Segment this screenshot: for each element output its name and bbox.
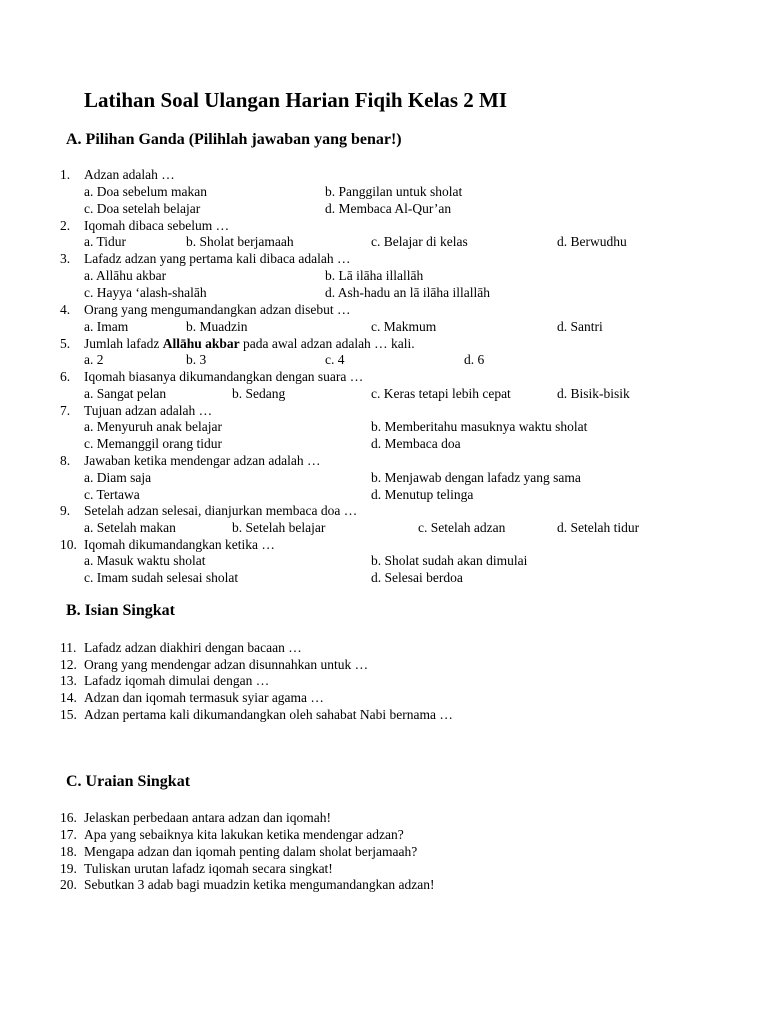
worksheet-title: Latihan Soal Ulangan Harian Fiqih Kelas 2 MI (84, 88, 507, 112)
option-d: d. Membaca Al-Qur’an (325, 201, 452, 216)
question-text: Setelah adzan selesai, dianjurkan membaca doa … (84, 503, 358, 518)
question-text: Adzan pertama kali dikumandangkan oleh sahabat Nabi bernama … (84, 707, 453, 722)
option-b: b. Setelah belajar (232, 520, 326, 535)
option-b: b. Menjawab dengan lafadz yang sama (371, 470, 581, 485)
option-a: a. Imam (84, 319, 129, 334)
question-text: Tuliskan urutan lafadz iqomah secara singkat! (84, 861, 333, 876)
option-b: b. 3 (186, 352, 207, 367)
question-number: 17. (60, 827, 77, 842)
question-number: 5. (60, 336, 71, 351)
question-text-bold: Allāhu akbar (162, 336, 240, 351)
question-text: Adzan adalah … (84, 167, 175, 182)
option-b: b. Sedang (232, 386, 286, 401)
option-a: a. Setelah makan (84, 520, 176, 535)
question-text: Iqomah biasanya dikumandangkan dengan suara … (84, 369, 364, 384)
question-text: Adzan dan iqomah termasuk syiar agama … (84, 690, 324, 705)
question-text: Orang yang mengumandangkan adzan disebut … (84, 302, 351, 317)
option-a: a. Menyuruh anak belajar (84, 419, 222, 434)
question-number: 6. (60, 369, 71, 384)
question-text: Lafadz adzan yang pertama kali dibaca adalah … (84, 251, 351, 266)
question-text: Tujuan adzan adalah … (84, 403, 213, 418)
option-a: a. 2 (84, 352, 104, 367)
option-c: c. Memanggil orang tidur (84, 436, 222, 451)
option-d: d. Membaca doa (371, 436, 461, 451)
question-number: 20. (60, 877, 77, 892)
question-text (84, 335, 415, 352)
question-number: 19. (60, 861, 77, 876)
question-number: 10. (60, 537, 77, 552)
option-a: a. Doa sebelum makan (84, 184, 207, 199)
option-c: c. Setelah adzan (418, 520, 506, 535)
question-number: 14. (60, 690, 77, 705)
question-number: 3. (60, 251, 71, 266)
question-number: 1. (60, 167, 71, 182)
question-number: 4. (60, 302, 71, 317)
option-c: c. Keras tetapi lebih cepat (371, 386, 511, 401)
option-c: c. Doa setelah belajar (84, 201, 201, 216)
question-number: 12. (60, 657, 77, 672)
option-b: b. Muadzin (186, 319, 248, 334)
question-text: Mengapa adzan dan iqomah penting dalam sholat berjamaah? (84, 844, 418, 859)
question-text: Apa yang sebaiknya kita lakukan ketika mendengar adzan? (84, 827, 404, 842)
question-text: Jawaban ketika mendengar adzan adalah … (84, 453, 321, 468)
option-c: c. Imam sudah selesai sholat (84, 570, 239, 585)
section-a-heading: A. Pilihan Ganda (Pilihlah jawaban yang benar!) (66, 131, 402, 148)
question-number: 16. (60, 810, 77, 825)
option-c: c. Makmum (371, 319, 437, 334)
option-d: d. 6 (464, 352, 485, 367)
question-number: 11. (60, 640, 77, 655)
question-text: Lafadz iqomah dimulai dengan … (84, 673, 270, 688)
option-b: b. Lā ilāha illallāh (325, 268, 424, 283)
question-text-end: pada awal adzan adalah … kali. (239, 336, 415, 351)
question-text: Jelaskan perbedaan antara adzan dan iqomah! (84, 810, 332, 825)
option-b: b. Panggilan untuk sholat (325, 184, 463, 199)
option-a: a. Sangat pelan (84, 386, 167, 401)
option-c: c. Tertawa (84, 487, 140, 502)
question-text: Orang yang mendengar adzan disunnahkan untuk … (84, 657, 369, 672)
option-c: c. Belajar di kelas (371, 234, 468, 249)
question-text: Lafadz adzan diakhiri dengan bacaan … (84, 640, 302, 655)
question-text-start: Jumlah lafadz (84, 336, 163, 351)
question-number: 2. (60, 218, 71, 233)
question-number: 18. (60, 844, 77, 859)
option-b: b. Sholat berjamaah (186, 234, 294, 249)
question-number: 15. (60, 707, 77, 722)
section-c-heading: C. Uraian Singkat (66, 773, 191, 790)
question-number: 8. (60, 453, 71, 468)
option-d: d. Menutup telinga (371, 487, 474, 502)
question-number: 9. (60, 503, 71, 518)
option-b: b. Sholat sudah akan dimulai (371, 553, 528, 568)
question-number: 13. (60, 673, 77, 688)
option-a: a. Allāhu akbar (84, 268, 167, 283)
option-d: d. Bisik-bisik (557, 386, 630, 401)
option-c: c. 4 (325, 352, 345, 367)
question-text: Sebutkan 3 adab bagi muadzin ketika mengumandangkan adzan! (84, 877, 435, 892)
question-number: 7. (60, 403, 71, 418)
option-d: d. Selesai berdoa (371, 570, 463, 585)
option-d: d. Ash-hadu an lā ilāha illallāh (325, 285, 490, 300)
option-d: d. Setelah tidur (557, 520, 640, 535)
option-d: d. Santri (557, 319, 603, 334)
question-text: Iqomah dibaca sebelum … (84, 218, 230, 233)
option-c: c. Hayya ‘alash-shalāh (84, 285, 207, 300)
option-a: a. Diam saja (84, 470, 152, 485)
option-d: d. Berwudhu (557, 234, 627, 249)
option-a: a. Tidur (84, 234, 127, 249)
section-b-heading: B. Isian Singkat (66, 602, 175, 619)
option-b: b. Memberitahu masuknya waktu sholat (371, 419, 588, 434)
question-text: Iqomah dikumandangkan ketika … (84, 537, 275, 552)
option-a: a. Masuk waktu sholat (84, 553, 206, 568)
